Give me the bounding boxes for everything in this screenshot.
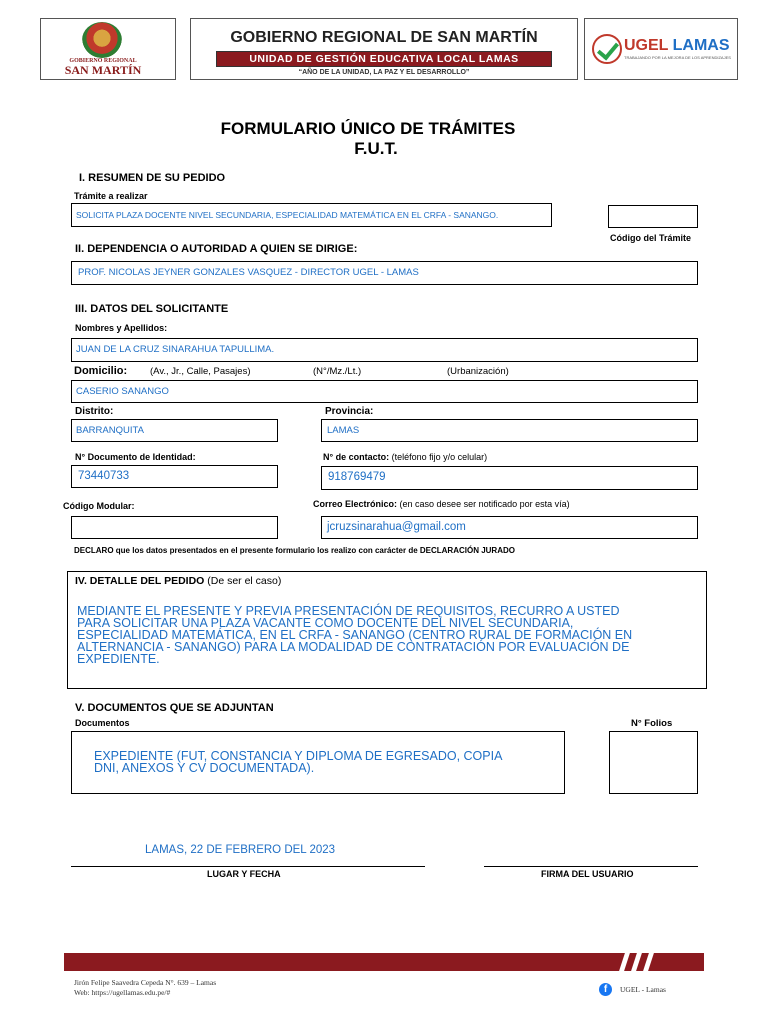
dni-label: N° Documento de Identidad: bbox=[75, 452, 196, 462]
provincia-field[interactable] bbox=[321, 419, 698, 442]
correo-label-group bbox=[313, 499, 570, 509]
lugar-fecha-line bbox=[71, 866, 425, 867]
detalle-line-2: PARA SOLICITAR UNA PLAZA VACANTE COMO DOCENTE DEL NIVEL SECUNDARIA, bbox=[77, 616, 574, 630]
year-motto: “AÑO DE LA UNIDAD, LA PAZ Y EL DESARROLLO” bbox=[298, 69, 470, 76]
footer-bar bbox=[64, 953, 704, 971]
folios-label: N° Folios bbox=[631, 718, 673, 729]
section-2-heading: II. DEPENDENCIA O AUTORIDAD A QUIEN SE DIRIGE: bbox=[75, 243, 358, 255]
firma-line bbox=[484, 866, 698, 867]
detalle-line-3: ESPECIALIDAD MATEMÁTICA, EN EL CRFA - SANANGO (CENTRO RURAL DE FORMACIÓN EN bbox=[77, 628, 633, 642]
contacto-value: 918769479 bbox=[328, 471, 386, 483]
contacto-label: N° de contacto: bbox=[323, 452, 390, 462]
ugel-tagline: TRABAJANDO POR LA MEJORA DE LOS APRENDIZAJES bbox=[624, 55, 731, 60]
dni-value: 73440733 bbox=[78, 470, 130, 482]
documentos-line-2: DNI, ANEXOS Y CV DOCUMENTADA). bbox=[94, 761, 315, 775]
unit-band: UNIDAD DE GESTIÓN EDUCATIVA LOCAL LAMAS bbox=[216, 51, 552, 67]
government-title: GOBIERNO REGIONAL DE SAN MARTÍN bbox=[230, 29, 538, 46]
seal-caption-top: GOBIERNO REGIONAL bbox=[69, 58, 137, 64]
dependencia-value: PROF. NICOLAS JEYNER GONZALES VASQUEZ - DIRECTOR UGEL - LAMAS bbox=[78, 267, 419, 278]
seal-caption-bottom: SAN MARTÍN bbox=[64, 63, 142, 77]
folios-box[interactable] bbox=[609, 731, 698, 794]
domicilio-value: CASERIO SANANGO bbox=[76, 386, 169, 397]
detalle-line-4: ALTERNANCIA - SANANGO) PARA LA MODALIDAD DE CONTRATACIÓN POR EVALUACIÓN DE bbox=[77, 640, 630, 654]
section-1-heading: I. RESUMEN DE SU PEDIDO bbox=[79, 172, 226, 184]
correo-value: jcruzsinarahua@gmail.com bbox=[327, 521, 466, 533]
footer-web[interactable]: Web: https://ugellamas.edu.pe/# bbox=[74, 988, 171, 997]
form-title: FORMULARIO ÚNICO DE TRÁMITES bbox=[220, 119, 516, 138]
nombres-value: JUAN DE LA CRUZ SINARAHUA TAPULLIMA. bbox=[76, 344, 275, 355]
lugar-fecha-value: LAMAS, 22 DE FEBRERO DEL 2023 bbox=[145, 844, 336, 856]
codigo-modular-label: Código Modular: bbox=[63, 501, 135, 511]
lamas-word: LAMAS bbox=[672, 37, 730, 54]
detalle-line-1: MEDIANTE EL PRESENTE Y PREVIA PRESENTACIÓN DE REQUISITOS, RECURRO A USTED bbox=[77, 604, 620, 618]
distrito-value: BARRANQUITA bbox=[76, 425, 144, 436]
domicilio-hint-street: (Av., Jr., Calle, Pasajes) bbox=[150, 366, 251, 377]
contacto-hint: (teléfono fijo y/o celular) bbox=[391, 452, 488, 462]
section-4-hint: (De ser el caso) bbox=[207, 575, 282, 587]
provincia-label: Provincia: bbox=[325, 406, 374, 417]
footer-address: Jirón Felipe Saavedra Cepeda N°. 639 – Lamas bbox=[74, 978, 217, 987]
section-4-heading: IV. DETALLE DEL PEDIDO bbox=[75, 575, 205, 587]
lugar-fecha-label: LUGAR Y FECHA bbox=[207, 869, 281, 879]
section-4-heading-group bbox=[75, 575, 281, 587]
form-subtitle: F.U.T. bbox=[354, 139, 398, 158]
regional-seal-icon bbox=[82, 22, 122, 58]
domicilio-label: Domicilio: bbox=[74, 365, 128, 377]
distrito-label: Distrito: bbox=[75, 406, 114, 417]
nombres-label: Nombres y Apellidos: bbox=[75, 323, 168, 333]
provincia-value: LAMAS bbox=[327, 425, 360, 436]
tramite-label: Trámite a realizar bbox=[74, 191, 148, 201]
documentos-label: Documentos bbox=[75, 718, 130, 728]
declaracion-jurada: DECLARO que los datos presentados en el presente formulario los realizo con carácter de DECLARACIÓN JURADO bbox=[74, 546, 515, 555]
detalle-line-5: EXPEDIENTE. bbox=[77, 652, 160, 666]
documentos-line-1: EXPEDIENTE (FUT, CONSTANCIA Y DIPLOMA DE EGRESADO, COPIA bbox=[94, 749, 503, 763]
codigo-modular-field[interactable] bbox=[71, 516, 278, 539]
footer-social[interactable]: UGEL - Lamas bbox=[620, 985, 666, 994]
codigo-tramite-field[interactable] bbox=[608, 205, 698, 228]
ugel-logo-icon bbox=[592, 34, 622, 64]
ugel-logo-text bbox=[624, 37, 730, 55]
tramite-value: SOLICITA PLAZA DOCENTE NIVEL SECUNDARIA, ESPECIALIDAD MATEMÁTICA EN EL CRFA - SANANGO. bbox=[76, 210, 499, 220]
contacto-label-group bbox=[323, 452, 487, 462]
correo-hint: (en caso desee ser notificado por esta vía) bbox=[399, 499, 570, 509]
correo-label: Correo Electrónico: bbox=[313, 499, 398, 509]
domicilio-hint-urbanization: (Urbanización) bbox=[447, 366, 509, 377]
section-5-heading: V. DOCUMENTOS QUE SE ADJUNTAN bbox=[75, 702, 274, 714]
section-3-heading: III. DATOS DEL SOLICITANTE bbox=[75, 303, 229, 315]
firma-label: FIRMA DEL USUARIO bbox=[541, 869, 634, 879]
codigo-tramite-label: Código del Trámite bbox=[610, 233, 692, 243]
ugel-word: UGEL bbox=[624, 37, 669, 54]
facebook-icon[interactable]: f bbox=[599, 983, 612, 996]
domicilio-hint-number: (N°/Mz./Lt.) bbox=[313, 366, 362, 377]
